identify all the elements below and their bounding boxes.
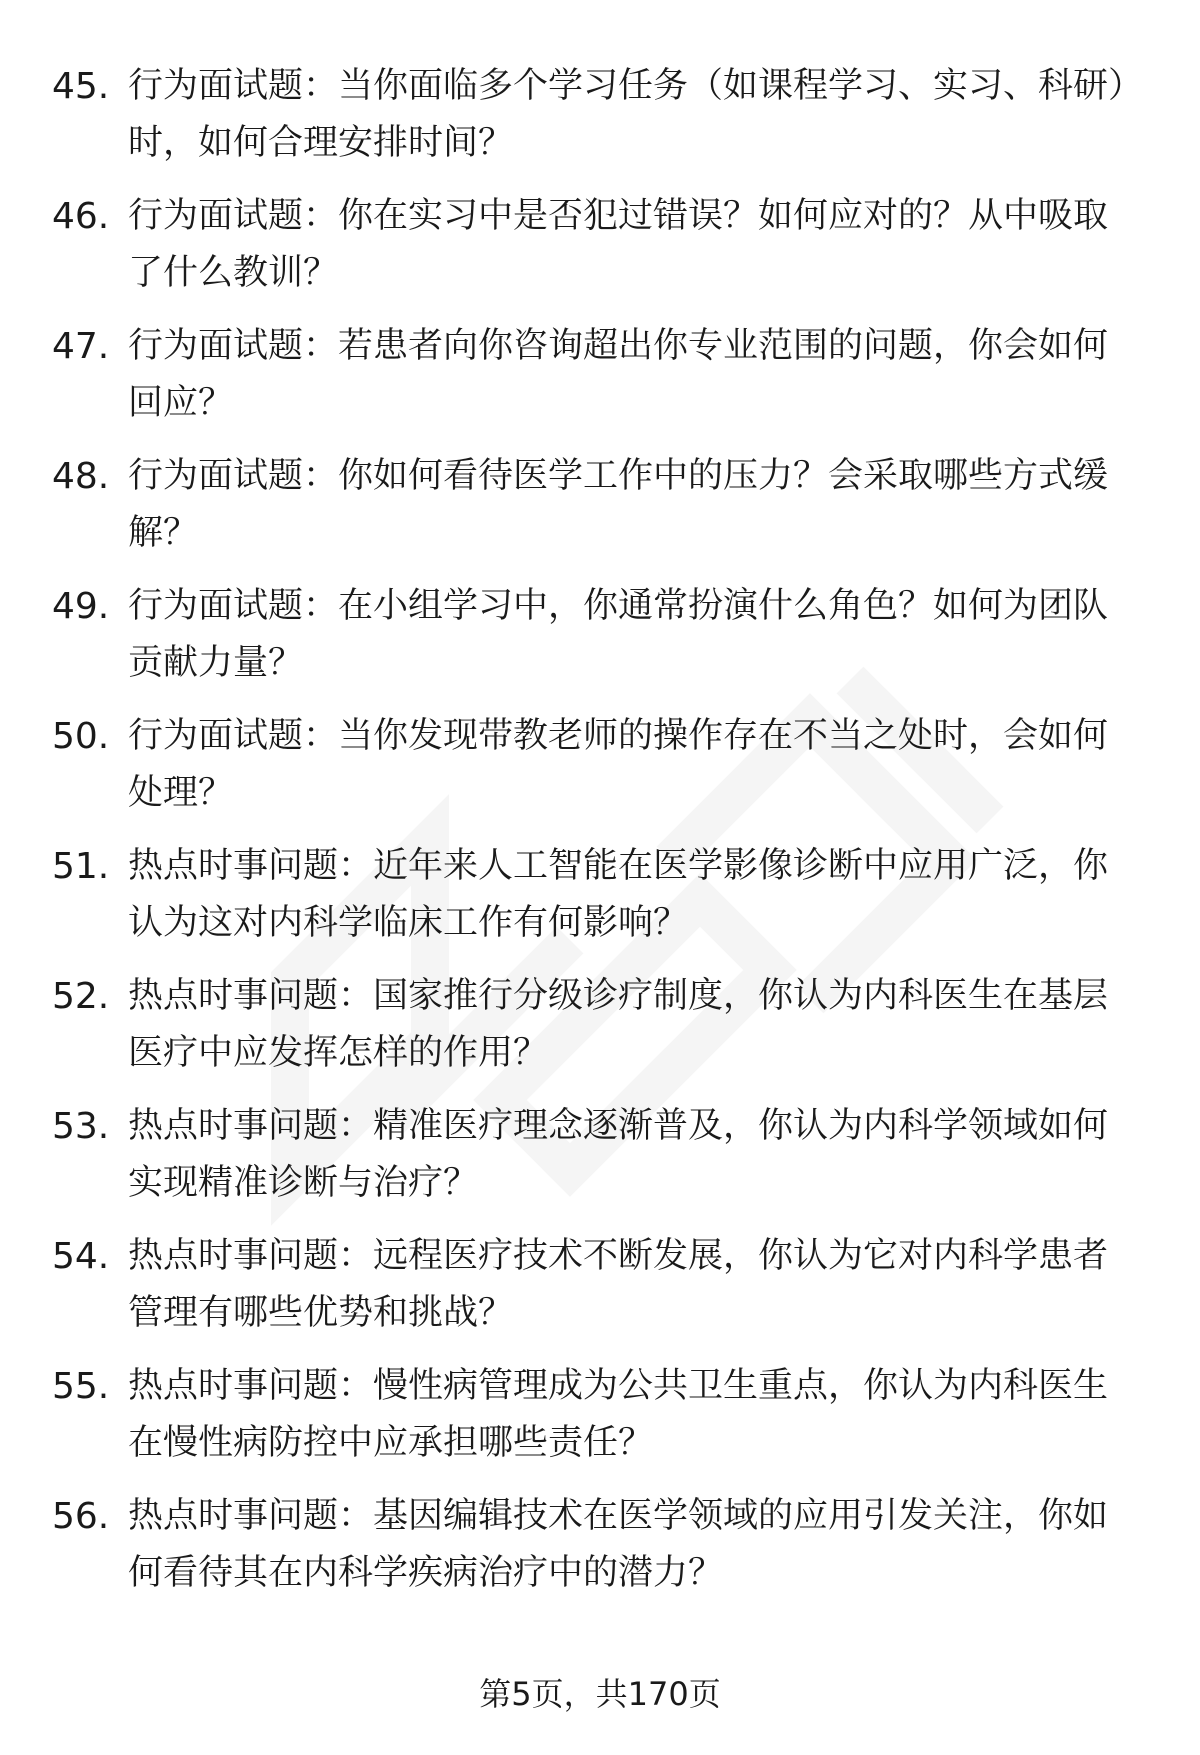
question-number: 45. xyxy=(52,66,110,107)
list-item xyxy=(52,58,1152,188)
question-text: 行为面试题：当你发现带教老师的操作存在不当之处时，会如何处理？ xyxy=(128,716,1109,813)
question-number: 55. xyxy=(52,1366,110,1407)
question-number: 49. xyxy=(52,586,110,627)
question-text: 热点时事问题：远程医疗技术不断发展，你认为它对内科学患者管理有哪些优势和挑战？ xyxy=(128,1236,1109,1333)
question-number: 53. xyxy=(52,1106,110,1147)
list-item xyxy=(52,188,1152,318)
question-text: 热点时事问题：国家推行分级诊疗制度，你认为内科医生在基层医疗中应发挥怎样的作用？ xyxy=(128,976,1109,1073)
question-number: 51. xyxy=(52,846,110,887)
question-number: 52. xyxy=(52,976,110,1017)
list-item xyxy=(52,708,1152,838)
question-text: 热点时事问题：近年来人工智能在医学影像诊断中应用广泛，你认为这对内科学临床工作有何影响？ xyxy=(128,846,1109,943)
list-item xyxy=(52,578,1152,708)
question-number: 48. xyxy=(52,456,110,497)
list-item xyxy=(52,1228,1152,1358)
question-number: 50. xyxy=(52,716,110,757)
question-text: 行为面试题：若患者向你咨询超出你专业范围的问题，你会如何回应？ xyxy=(128,326,1109,423)
question-text: 热点时事问题：慢性病管理成为公共卫生重点，你认为内科医生在慢性病防控中应承担哪些责任？ xyxy=(128,1366,1109,1463)
question-number: 54. xyxy=(52,1236,110,1277)
question-text: 行为面试题：在小组学习中，你通常扮演什么角色？如何为团队贡献力量？ xyxy=(128,586,1109,683)
list-item xyxy=(52,318,1152,448)
list-item xyxy=(52,448,1152,578)
list-item xyxy=(52,968,1152,1098)
question-number: 47. xyxy=(52,326,110,367)
question-text: 热点时事问题：精准医疗理念逐渐普及，你认为内科学领域如何实现精准诊断与治疗？ xyxy=(128,1106,1109,1203)
question-list xyxy=(52,58,1152,1618)
question-number: 56. xyxy=(52,1496,110,1537)
list-item xyxy=(52,1098,1152,1228)
list-item xyxy=(52,1488,1152,1618)
question-text: 行为面试题：当你面临多个学习任务（如课程学习、实习、科研）时，如何合理安排时间？ xyxy=(128,66,1126,163)
question-text: 行为面试题：你在实习中是否犯过错误？如何应对的？从中吸取了什么教训？ xyxy=(128,196,1109,293)
list-item xyxy=(52,838,1152,968)
page-footer: 第5页，共170页 xyxy=(479,1675,721,1713)
question-number: 46. xyxy=(52,196,110,237)
question-text: 热点时事问题：基因编辑技术在医学领域的应用引发关注，你如何看待其在内科学疾病治疗中的潜力？ xyxy=(128,1496,1109,1593)
question-text: 行为面试题：你如何看待医学工作中的压力？会采取哪些方式缓解？ xyxy=(128,456,1109,553)
list-item xyxy=(52,1358,1152,1488)
